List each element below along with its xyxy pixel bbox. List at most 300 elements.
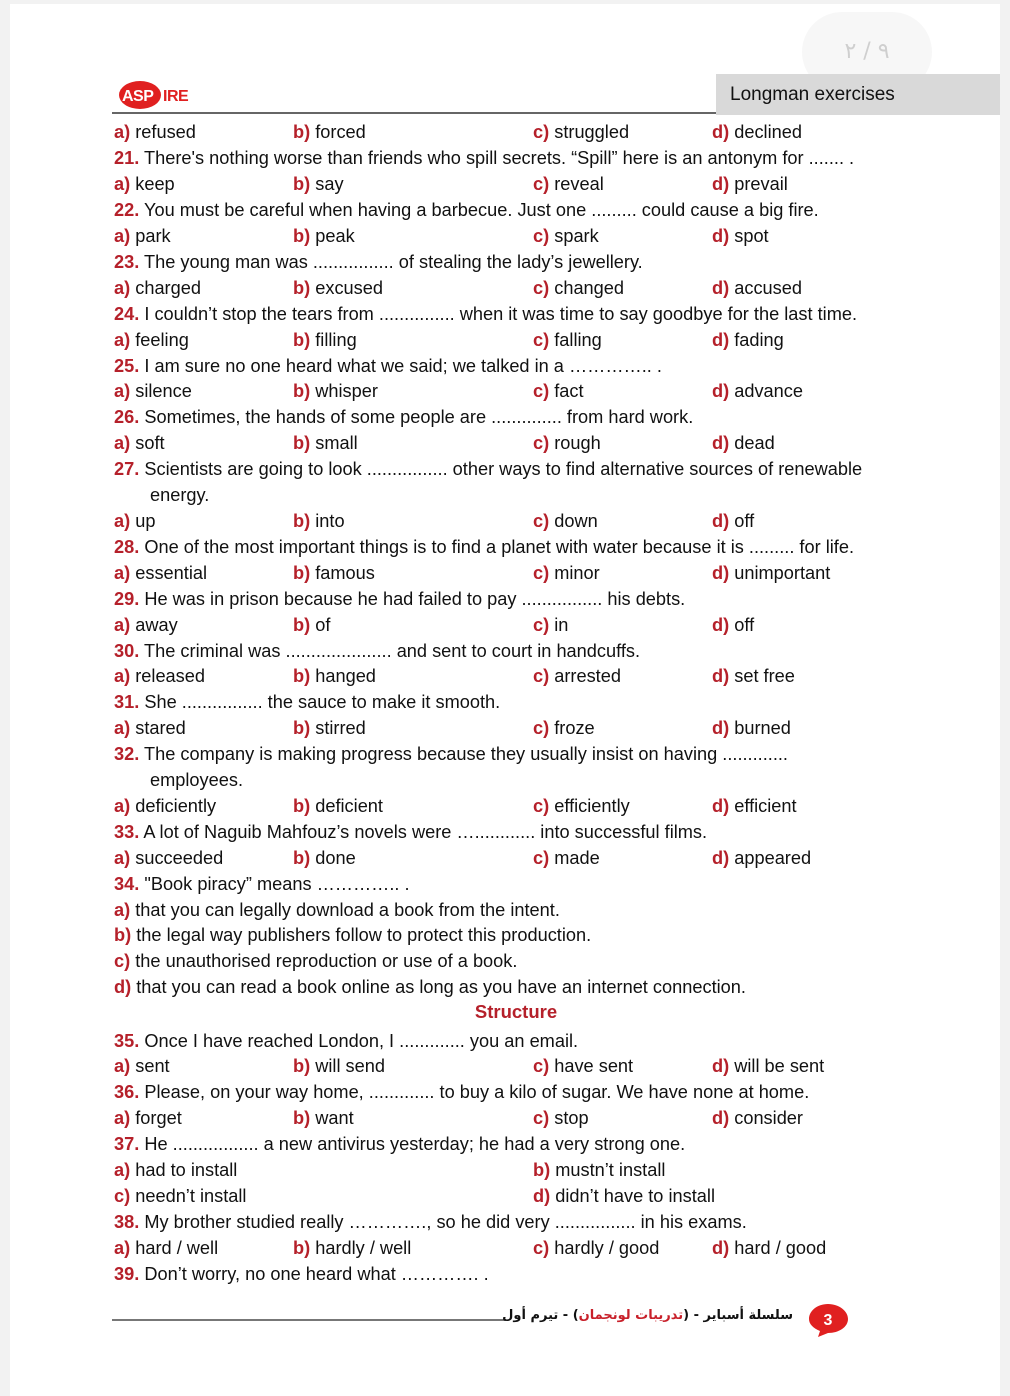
- option-text: refused: [135, 122, 196, 142]
- answer-option: [712, 1236, 826, 1260]
- question-text: Scientists are going to look ................ other ways to find alternative sources of renewable: [144, 459, 863, 479]
- answer-option: [533, 664, 621, 688]
- answer-option: [293, 431, 358, 455]
- answer-option: [114, 1106, 182, 1130]
- question-number: 23.: [114, 252, 140, 272]
- question-number: 21.: [114, 148, 140, 168]
- option-text: park: [135, 226, 171, 246]
- answer-option: [712, 664, 795, 688]
- question-text: He ................. a new antivirus yesterday; he had a very strong one.: [144, 1134, 686, 1154]
- option-letter: b): [293, 122, 311, 142]
- option-text: needn’t install: [135, 1186, 247, 1206]
- option-text: made: [554, 848, 600, 868]
- answer-option: [533, 846, 600, 870]
- answer-option: [114, 328, 189, 352]
- question: [114, 690, 500, 714]
- question-text: The young man was ................ of stealing the lady’s jewellery.: [144, 252, 643, 272]
- answer-option: [533, 794, 630, 818]
- answer-option: [114, 716, 186, 740]
- option-text: fact: [554, 381, 584, 401]
- option-letter: a): [114, 1160, 131, 1180]
- answer-option: [712, 276, 802, 300]
- option-text: minor: [554, 563, 600, 583]
- option-letter: a): [114, 563, 131, 583]
- option-letter: b): [293, 718, 311, 738]
- option-text: small: [315, 433, 358, 453]
- option-letter: c): [114, 1186, 131, 1206]
- answer-option: [114, 172, 175, 196]
- question-number: 27.: [114, 459, 140, 479]
- question-text: Don’t worry, no one heard what …………. .: [144, 1264, 489, 1284]
- option-letter: d): [712, 666, 730, 686]
- answer-option: [712, 1106, 803, 1130]
- option-letter: a): [114, 615, 131, 635]
- answer-option: [712, 172, 788, 196]
- answer-option: [533, 561, 600, 585]
- answer-option: [293, 224, 355, 248]
- question-number: 25.: [114, 356, 140, 376]
- option-text: keep: [135, 174, 175, 194]
- question: [114, 302, 857, 326]
- answer-option: [712, 716, 791, 740]
- option-text: consider: [734, 1108, 803, 1128]
- question-number: 26.: [114, 407, 140, 427]
- question-text: She ................ the sauce to make it smooth.: [144, 692, 501, 712]
- question-text: Once I have reached London, I ............. you an email.: [144, 1031, 579, 1051]
- answer-option: [293, 509, 345, 533]
- footer-term: ) - تيرم أول: [502, 1308, 579, 1323]
- option-letter: c): [533, 1238, 550, 1258]
- footer-series: سلسلة أسباير - (: [683, 1308, 793, 1323]
- option-letter: c): [533, 226, 550, 246]
- answer-option: [293, 561, 375, 585]
- option-text: spark: [554, 226, 599, 246]
- option-letter: b): [293, 174, 311, 194]
- option-letter: a): [114, 278, 131, 298]
- option-letter: a): [114, 1108, 131, 1128]
- option-text: hard / well: [135, 1238, 219, 1258]
- answer-option: [712, 1054, 824, 1078]
- answer-option: [533, 1236, 659, 1260]
- option-letter: d): [114, 977, 132, 997]
- question-text: You must be careful when having a barbecue. Just one ......... could cause a big fire.: [144, 200, 819, 220]
- option-text: into: [315, 511, 345, 531]
- answer-option: [533, 431, 601, 455]
- option-text: dead: [734, 433, 775, 453]
- option-letter: a): [114, 174, 131, 194]
- option-text: whisper: [315, 381, 378, 401]
- answer-option: [712, 224, 769, 248]
- option-text: essential: [135, 563, 208, 583]
- answer-option: [114, 561, 207, 585]
- question: [114, 820, 707, 844]
- option-letter: b): [293, 278, 311, 298]
- answer-option: [293, 1054, 385, 1078]
- question-text: The criminal was ..................... and sent to court in handcuffs.: [144, 641, 641, 661]
- answer-option: [293, 794, 383, 818]
- answer-option: [533, 1158, 665, 1182]
- question-text: There's nothing worse than friends who spill secrets. “Spill” here is an antonym for ....... .: [144, 148, 855, 168]
- option-letter: b): [533, 1160, 551, 1180]
- option-text: fading: [734, 330, 784, 350]
- answer-option: [114, 120, 196, 144]
- answer-option: [293, 172, 344, 196]
- footer-book: تدريبات لونجمان: [578, 1308, 684, 1323]
- option-text: deficient: [315, 796, 383, 816]
- answer-option: [293, 1106, 354, 1130]
- question-number: 38.: [114, 1212, 140, 1232]
- option-letter: d): [712, 174, 730, 194]
- option-letter: a): [114, 666, 131, 686]
- answer-option: [114, 431, 165, 455]
- option-letter: a): [114, 511, 131, 531]
- answer-option: [114, 846, 223, 870]
- answer-option: [293, 846, 356, 870]
- option-letter: c): [533, 174, 550, 194]
- option-text: succeeded: [135, 848, 224, 868]
- answer-option: [114, 276, 201, 300]
- answer-option: [114, 224, 171, 248]
- answer-option: [712, 509, 754, 533]
- option-letter: b): [293, 666, 311, 686]
- option-text: hanged: [315, 666, 376, 686]
- footer-series-title: [502, 1308, 793, 1323]
- option-letter: d): [712, 615, 730, 635]
- page-number-badge: [806, 1302, 850, 1338]
- question-text-continued: employees.: [150, 770, 244, 790]
- question: [114, 198, 819, 222]
- question-text: Sometimes, the hands of some people are .............. from hard work.: [144, 407, 694, 427]
- option-letter: c): [533, 796, 550, 816]
- option-letter: b): [293, 226, 311, 246]
- question-number: 32.: [114, 744, 140, 764]
- option-text: prevail: [734, 174, 788, 194]
- option-text: deficiently: [135, 796, 217, 816]
- option-letter: a): [114, 1238, 131, 1258]
- option-text: arrested: [554, 666, 621, 686]
- answer-option: [533, 172, 604, 196]
- option-text: off: [734, 511, 755, 531]
- option-text: want: [315, 1108, 354, 1128]
- option-text: of: [315, 615, 331, 635]
- question-number: 34.: [114, 874, 140, 894]
- option-letter: b): [293, 381, 311, 401]
- option-text: that you can legally download a book from the intent.: [135, 900, 560, 920]
- option-text: appeared: [734, 848, 812, 868]
- question: [114, 872, 410, 896]
- option-text: stop: [554, 1108, 589, 1128]
- question-number: 39.: [114, 1264, 140, 1284]
- option-letter: a): [114, 718, 131, 738]
- option-text: declined: [734, 122, 802, 142]
- question: [114, 457, 862, 481]
- option-text: the unauthorised reproduction or use of a book.: [135, 951, 518, 971]
- question: [114, 639, 640, 663]
- option-text: advance: [734, 381, 803, 401]
- option-text: stared: [135, 718, 186, 738]
- option-letter: a): [114, 330, 131, 350]
- question-text: My brother studied really …………., so he did very ................ in his exams.: [144, 1212, 747, 1232]
- option-text: will be sent: [734, 1056, 825, 1076]
- answer-option: [114, 1184, 246, 1208]
- page-indicator: ٩ / ٢: [802, 12, 932, 92]
- option-text: hardly / well: [315, 1238, 412, 1258]
- section-heading: Structure: [474, 1001, 558, 1022]
- answer-option: [712, 561, 830, 585]
- option-text: reveal: [554, 174, 604, 194]
- option-text: up: [135, 511, 156, 531]
- option-letter: b): [293, 1056, 311, 1076]
- answer-option: [712, 120, 802, 144]
- answer-option: [114, 1054, 170, 1078]
- answer-option: [533, 120, 629, 144]
- option-letter: d): [712, 848, 730, 868]
- question-number: 28.: [114, 537, 140, 557]
- option-text: didn’t have to install: [555, 1186, 715, 1206]
- option-letter: d): [712, 718, 730, 738]
- answer-option: [533, 328, 602, 352]
- option-text: rough: [554, 433, 601, 453]
- option-letter: d): [712, 226, 730, 246]
- question: [114, 250, 643, 274]
- option-letter: c): [533, 615, 550, 635]
- footer-divider: [112, 1319, 506, 1321]
- option-letter: d): [712, 433, 730, 453]
- question: [114, 742, 788, 766]
- option-letter: a): [114, 1056, 131, 1076]
- option-letter: c): [533, 433, 550, 453]
- answer-option: [533, 224, 599, 248]
- option-text: down: [554, 511, 598, 531]
- question-text: "Book piracy” means ………….. .: [144, 874, 410, 894]
- option-letter: d): [712, 1238, 730, 1258]
- answer-option: [293, 328, 357, 352]
- option-letter: c): [533, 330, 550, 350]
- question: [114, 535, 854, 559]
- option-letter: c): [533, 278, 550, 298]
- option-text: stirred: [315, 718, 366, 738]
- option-letter: b): [293, 1238, 311, 1258]
- question-text: The company is making progress because they usually insist on having .............: [144, 744, 788, 764]
- option-letter: b): [293, 511, 311, 531]
- question: [114, 1029, 578, 1053]
- option-text: changed: [554, 278, 625, 298]
- answer-option: [533, 379, 584, 403]
- option-text: feeling: [135, 330, 189, 350]
- option-text: have sent: [554, 1056, 634, 1076]
- answer-option: [293, 379, 378, 403]
- option-letter: c): [533, 563, 550, 583]
- option-letter: d): [712, 511, 730, 531]
- question-number: 31.: [114, 692, 140, 712]
- option-letter: a): [114, 433, 131, 453]
- option-letter: c): [533, 381, 550, 401]
- option-letter: a): [114, 900, 131, 920]
- answer-option: [114, 794, 216, 818]
- option-text: burned: [734, 718, 791, 738]
- option-text: forced: [315, 122, 366, 142]
- option-text: accused: [734, 278, 802, 298]
- option-letter: b): [293, 615, 311, 635]
- question: [114, 146, 854, 170]
- answer-option-full: [114, 923, 591, 947]
- option-text: excused: [315, 278, 383, 298]
- option-text: the legal way publishers follow to protect this production.: [136, 925, 592, 945]
- answer-option: [293, 613, 330, 637]
- question: [114, 405, 693, 429]
- answer-option: [533, 613, 568, 637]
- option-letter: d): [712, 278, 730, 298]
- svg-text:IRE: IRE: [163, 88, 189, 105]
- option-text: silence: [135, 381, 192, 401]
- answer-option: [533, 1054, 633, 1078]
- answer-option: [533, 1106, 589, 1130]
- question-number: 37.: [114, 1134, 140, 1154]
- option-letter: d): [712, 563, 730, 583]
- answer-option-full: [114, 949, 517, 973]
- answer-option: [712, 379, 803, 403]
- question: [114, 1210, 747, 1234]
- answer-option: [293, 120, 366, 144]
- option-letter: a): [114, 122, 131, 142]
- answer-option: [293, 664, 376, 688]
- option-text: sent: [135, 1056, 170, 1076]
- option-text: falling: [554, 330, 602, 350]
- question: [114, 587, 685, 611]
- option-letter: b): [293, 563, 311, 583]
- option-text: done: [315, 848, 356, 868]
- option-letter: b): [293, 330, 311, 350]
- option-letter: c): [533, 718, 550, 738]
- question-text: I couldn’t stop the tears from ............... when it was time to say goodbye for the last time.: [144, 304, 858, 324]
- answer-option: [114, 509, 155, 533]
- answer-option: [712, 794, 797, 818]
- question: [114, 1262, 489, 1286]
- option-letter: d): [712, 796, 730, 816]
- option-letter: d): [712, 122, 730, 142]
- option-text: peak: [315, 226, 355, 246]
- answer-option: [712, 328, 784, 352]
- question-number: 30.: [114, 641, 140, 661]
- question: [114, 1080, 809, 1104]
- question-text: A lot of Naguib Mahfouz’s novels were …............ into successful films.: [143, 822, 708, 842]
- answer-option: [533, 509, 598, 533]
- option-text: forget: [135, 1108, 182, 1128]
- option-text: famous: [315, 563, 375, 583]
- option-letter: b): [293, 1108, 311, 1128]
- question-number: 35.: [114, 1031, 140, 1051]
- option-text: hardly / good: [554, 1238, 660, 1258]
- question-number: 36.: [114, 1082, 140, 1102]
- option-text: unimportant: [734, 563, 831, 583]
- page-number: 3: [823, 1312, 833, 1329]
- option-text: had to install: [135, 1160, 238, 1180]
- option-text: mustn’t install: [555, 1160, 666, 1180]
- option-letter: d): [712, 1056, 730, 1076]
- option-text: away: [135, 615, 178, 635]
- option-text: efficient: [734, 796, 797, 816]
- option-letter: c): [533, 1108, 550, 1128]
- option-text: will send: [315, 1056, 385, 1076]
- question-text-continued: energy.: [150, 485, 210, 505]
- option-text: in: [554, 615, 569, 635]
- answer-option: [533, 716, 595, 740]
- option-letter: c): [533, 1056, 550, 1076]
- aspire-logo: [118, 80, 210, 110]
- answer-option: [114, 379, 192, 403]
- option-letter: a): [114, 226, 131, 246]
- option-text: say: [315, 174, 344, 194]
- option-letter: d): [712, 381, 730, 401]
- header-title: Longman exercises: [716, 74, 1000, 115]
- option-letter: d): [712, 1108, 730, 1128]
- option-letter: a): [114, 848, 131, 868]
- option-letter: a): [114, 381, 131, 401]
- option-letter: b): [293, 796, 311, 816]
- option-text: released: [135, 666, 206, 686]
- option-letter: c): [533, 666, 550, 686]
- question: [114, 354, 662, 378]
- answer-option: [114, 1236, 218, 1260]
- answer-option: [712, 613, 754, 637]
- answer-option: [114, 613, 178, 637]
- answer-option: [712, 431, 775, 455]
- option-letter: b): [293, 433, 311, 453]
- question: [114, 1132, 685, 1156]
- question-text: Please, on your way home, ............. to buy a kilo of sugar. We have none at home.: [144, 1082, 810, 1102]
- option-text: spot: [734, 226, 769, 246]
- svg-text:ASP: ASP: [122, 88, 154, 105]
- answer-option: [114, 1158, 237, 1182]
- answer-option: [293, 1236, 411, 1260]
- answer-option: [712, 846, 811, 870]
- question-number: 29.: [114, 589, 140, 609]
- question-text: He was in prison because he had failed to pay ................ his debts.: [144, 589, 686, 609]
- answer-option-full: [114, 898, 560, 922]
- option-text: hard / good: [734, 1238, 827, 1258]
- option-text: that you can read a book online as long as you have an internet connection.: [136, 977, 746, 997]
- question-text: One of the most important things is to find a planet with water because it is ......... for life.: [144, 537, 855, 557]
- option-text: set free: [734, 666, 795, 686]
- header-divider: [112, 112, 716, 114]
- option-letter: c): [114, 951, 131, 971]
- option-letter: a): [114, 796, 131, 816]
- option-text: efficiently: [554, 796, 630, 816]
- option-text: filling: [315, 330, 357, 350]
- option-letter: d): [533, 1186, 551, 1206]
- option-text: froze: [554, 718, 595, 738]
- answer-option: [293, 276, 383, 300]
- answer-option: [533, 1184, 715, 1208]
- option-letter: d): [712, 330, 730, 350]
- option-text: struggled: [554, 122, 630, 142]
- answer-option: [293, 716, 366, 740]
- answer-option: [533, 276, 624, 300]
- question-text: I am sure no one heard what we said; we talked in a ………….. .: [144, 356, 662, 376]
- option-text: soft: [135, 433, 165, 453]
- option-text: charged: [135, 278, 201, 298]
- option-text: off: [734, 615, 755, 635]
- question-number: 24.: [114, 304, 140, 324]
- option-letter: c): [533, 511, 550, 531]
- answer-option: [114, 664, 205, 688]
- option-letter: c): [533, 848, 550, 868]
- option-letter: b): [293, 848, 311, 868]
- question-number: 22.: [114, 200, 140, 220]
- answer-option-full: [114, 975, 746, 999]
- option-letter: b): [114, 925, 132, 945]
- option-letter: c): [533, 122, 550, 142]
